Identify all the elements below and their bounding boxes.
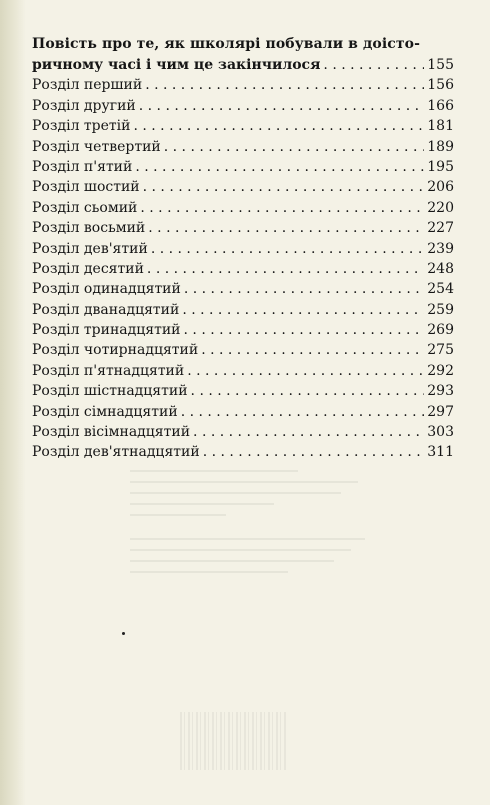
chapter-title: Розділ дев'ятнадцятий	[32, 444, 200, 461]
chapter-page-number: 297	[427, 403, 454, 420]
toc-entry	[32, 402, 454, 422]
toc-entry	[32, 116, 454, 136]
dot-leader	[187, 361, 424, 381]
dot-leader	[148, 218, 424, 238]
print-speck	[122, 632, 125, 635]
toc-entry	[32, 198, 454, 218]
chapter-page-number: 220	[427, 199, 454, 216]
toc-entry	[32, 361, 454, 381]
story-page-number: 155	[427, 57, 454, 73]
toc-entry	[32, 96, 454, 116]
dot-leader	[203, 442, 425, 462]
toc-entry	[32, 381, 454, 401]
toc-entry	[32, 239, 454, 259]
toc-entry	[32, 442, 454, 462]
toc-entry	[32, 340, 454, 360]
chapter-page-number: 166	[427, 97, 454, 114]
chapter-list	[32, 75, 454, 462]
chapter-page-number: 254	[427, 281, 454, 298]
dot-leader	[191, 381, 425, 401]
toc-entry	[32, 177, 454, 197]
chapter-page-number: 227	[427, 220, 454, 237]
page-gutter-shadow	[0, 0, 26, 805]
dot-leader	[164, 137, 425, 157]
chapter-page-number: 269	[427, 322, 454, 339]
chapter-page-number: 195	[427, 158, 454, 175]
chapter-page-number: 206	[427, 179, 454, 196]
toc-entry	[32, 259, 454, 279]
chapter-title: Розділ сьомий	[32, 199, 138, 216]
reverse-page-barcode-ghost	[180, 712, 286, 770]
chapter-title: Розділ п'ятнадцятий	[32, 362, 185, 379]
chapter-title: Розділ шостий	[32, 179, 140, 196]
chapter-page-number: 311	[427, 444, 454, 461]
chapter-page-number: 248	[427, 260, 454, 277]
dot-leader	[184, 320, 425, 340]
chapter-page-number: 259	[427, 301, 454, 318]
chapter-title: Розділ вісімнадцятий	[32, 424, 191, 441]
chapter-page-number: 239	[427, 240, 454, 257]
chapter-title: Розділ перший	[32, 77, 143, 94]
chapter-title: Розділ десятий	[32, 260, 144, 277]
chapter-title: Розділ дев'ятий	[32, 240, 148, 257]
toc-entry	[32, 279, 454, 299]
chapter-title: Розділ тринадцятий	[32, 322, 181, 339]
chapter-page-number: 275	[427, 342, 454, 359]
chapter-title: Розділ третій	[32, 118, 131, 135]
toc-entry	[32, 320, 454, 340]
dot-leader	[151, 239, 424, 259]
reverse-page-show-through	[130, 470, 370, 610]
dot-leader	[143, 177, 425, 197]
dot-leader	[135, 157, 424, 177]
dot-leader	[323, 55, 424, 75]
story-title-line-1: Повість про те, як школярі побували в доісто-	[32, 36, 421, 52]
dot-leader	[184, 279, 424, 299]
dot-leader	[181, 402, 425, 422]
chapter-title: Розділ шістнадцятий	[32, 383, 188, 400]
story-title-entry	[32, 55, 454, 75]
chapter-title: Розділ восьмий	[32, 220, 146, 237]
toc-entry	[32, 157, 454, 177]
story-title-line-2: ричному часі і чим це закінчилося	[32, 57, 321, 73]
dot-leader	[182, 300, 424, 320]
toc-entry	[32, 300, 454, 320]
dot-leader	[140, 198, 424, 218]
table-of-contents	[32, 34, 454, 463]
toc-entry	[32, 422, 454, 442]
chapter-page-number: 156	[427, 77, 454, 94]
chapter-title: Розділ четвертий	[32, 138, 161, 155]
chapter-title: Розділ сімнадцятий	[32, 403, 178, 420]
toc-entry	[32, 218, 454, 238]
dot-leader	[133, 116, 424, 136]
chapter-page-number: 303	[427, 424, 454, 441]
chapter-title: Розділ п'ятий	[32, 158, 133, 175]
chapter-page-number: 292	[427, 362, 454, 379]
dot-leader	[145, 75, 424, 95]
chapter-title: Розділ одинадцятий	[32, 281, 181, 298]
chapter-title: Розділ чотирнадцятий	[32, 342, 199, 359]
chapter-title: Розділ другий	[32, 97, 136, 114]
toc-entry	[32, 137, 454, 157]
chapter-page-number: 293	[427, 383, 454, 400]
chapter-title: Розділ дванадцятий	[32, 301, 180, 318]
dot-leader	[201, 340, 424, 360]
toc-entry	[32, 75, 454, 95]
dot-leader	[139, 96, 425, 116]
dot-leader	[147, 259, 424, 279]
chapter-page-number: 189	[427, 138, 454, 155]
dot-leader	[193, 422, 424, 442]
chapter-page-number: 181	[427, 118, 454, 135]
